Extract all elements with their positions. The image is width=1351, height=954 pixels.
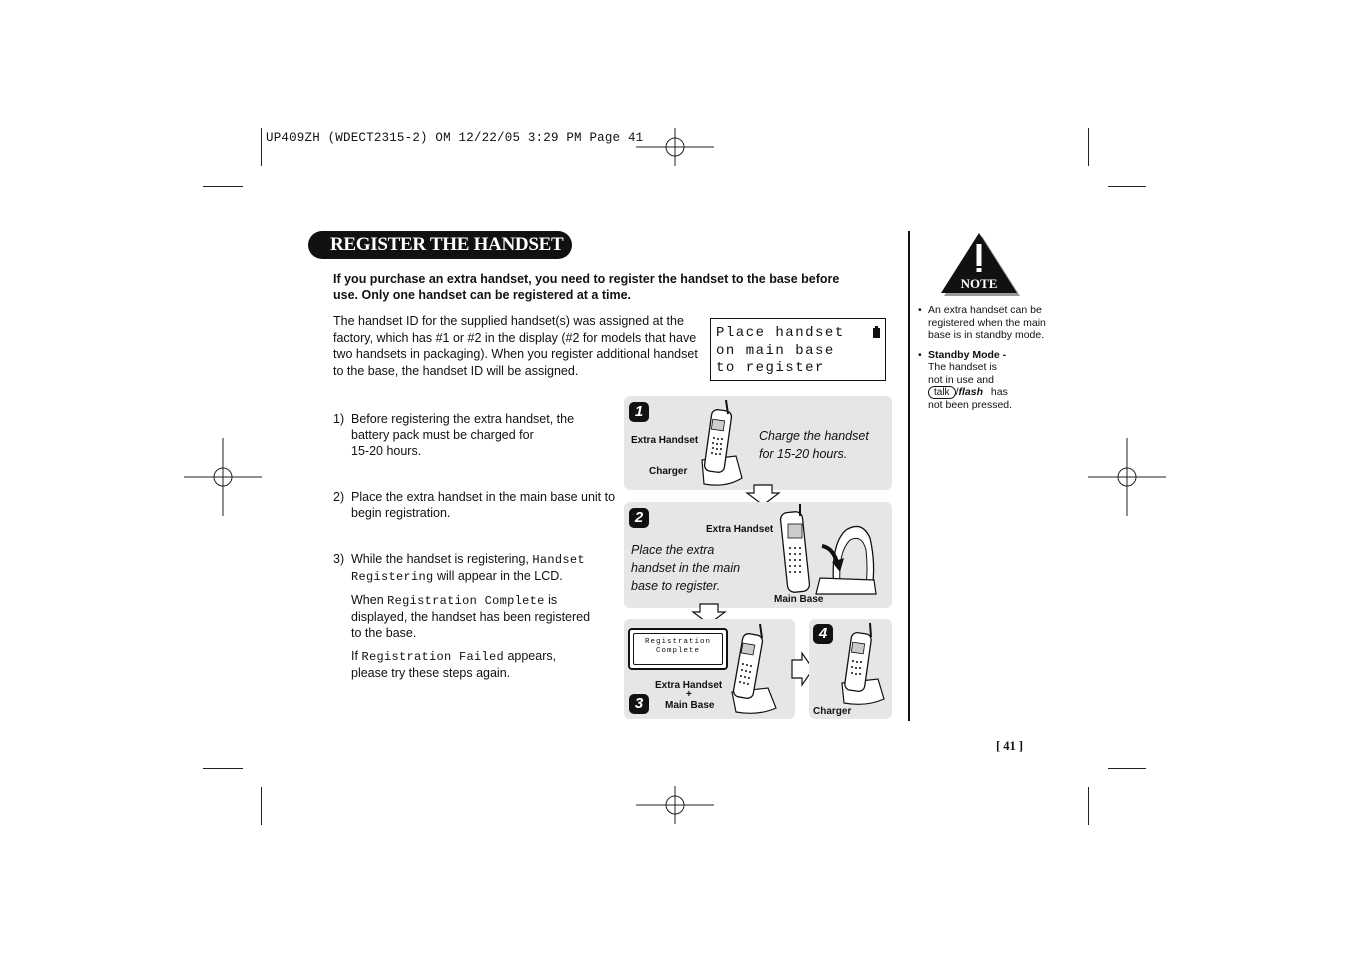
label-extra-handset: Extra Handset — [631, 435, 699, 446]
label-extra-handset: Extra Handset — [655, 680, 723, 691]
handset-id-paragraph: The handset ID for the supplied handset(s) was assigned at the factory, which has #1 or #2 in the display (#2 for models that have two handsets in packaging). When you register additional handset to the base, the handset ID will be assigned. — [333, 314, 698, 378]
step-2: 2) Place the extra handset in the main base unit to begin registration. — [333, 490, 616, 520]
lcd-line: on main base — [716, 342, 835, 359]
note-item: • Standby Mode - The handset is not in use and talk /flash has not been pressed. — [918, 348, 1013, 411]
page-title: REGISTER THE HANDSET — [308, 231, 572, 259]
sidebar-divider — [908, 231, 910, 721]
step-3: 3) While the handset is registering, Handset Registering will appear in the LCD. When Registration Complete is displayed, the handset has been registered to the base. If Registration Failed appears, please try these steps again. — [333, 552, 591, 680]
crop-mark — [1108, 768, 1146, 769]
crop-mark — [1088, 787, 1089, 825]
handset-in-charger-icon — [696, 398, 746, 488]
registration-mark-icon — [636, 766, 714, 844]
crop-mark — [203, 186, 243, 187]
label-plus: + — [686, 689, 692, 700]
crop-mark — [261, 128, 262, 166]
note-icon-label: NOTE — [960, 276, 998, 291]
page-number: [ 41 ] — [996, 739, 1024, 753]
talk-key-icon: talk — [928, 386, 956, 399]
caption-place: Place the extra handset in the main base to register. — [631, 543, 741, 593]
lcd-display — [710, 318, 886, 381]
battery-icon — [873, 328, 880, 338]
step-3-when: When Registration Complete is displayed, the handset has been registered to the base. — [351, 593, 591, 640]
note-item: • An extra handset can be registered when the main base is in standby mode. — [918, 304, 1046, 341]
step-badge: 2 — [629, 508, 649, 528]
intro-text: If you purchase an extra handset, you need to register the handset to the base before use. Only one handset can be registered at a time. — [333, 272, 840, 302]
handset-and-main-base-icon — [776, 504, 880, 604]
lcd-line: Place handset — [716, 325, 845, 341]
handset-on-base-icon — [728, 622, 780, 716]
print-slug: UP409ZH (WDECT2315-2) OM 12/22/05 3:29 PM Page 41 — [266, 131, 644, 145]
label-main-base: Main Base — [665, 700, 715, 711]
flash-key-label: flash — [958, 386, 983, 398]
crop-mark — [1108, 186, 1146, 187]
label-charger: Charger — [813, 706, 852, 717]
step-1: 1) Before registering the extra handset, the battery pack must be charged for 15-20 hours. — [333, 412, 575, 458]
handset-in-charger-icon — [838, 621, 888, 707]
step-badge: 3 — [629, 694, 649, 714]
note-item-title: Standby Mode - — [928, 348, 1007, 361]
step-badge: 1 — [629, 402, 649, 422]
registration-complete-lcd: Registration Complete — [628, 628, 728, 670]
step-3-if: If Registration Failed appears, please try these steps again. — [351, 649, 557, 680]
registration-mark-icon — [636, 108, 714, 186]
warning-note-icon — [936, 232, 1022, 298]
registration-mark-icon — [1088, 438, 1166, 516]
caption-charge: Charge the handset for 15-20 hours. — [759, 429, 869, 461]
step-badge: 4 — [813, 624, 833, 644]
label-extra-handset: Extra Handset — [706, 524, 774, 535]
crop-mark — [1088, 128, 1089, 166]
label-charger: Charger — [649, 466, 688, 477]
note-list — [918, 304, 1048, 419]
crop-mark — [203, 768, 243, 769]
lcd-line: to register — [716, 360, 825, 376]
registration-mark-icon — [184, 438, 262, 516]
label-main-base: Main Base — [774, 594, 824, 605]
crop-mark — [261, 787, 262, 825]
